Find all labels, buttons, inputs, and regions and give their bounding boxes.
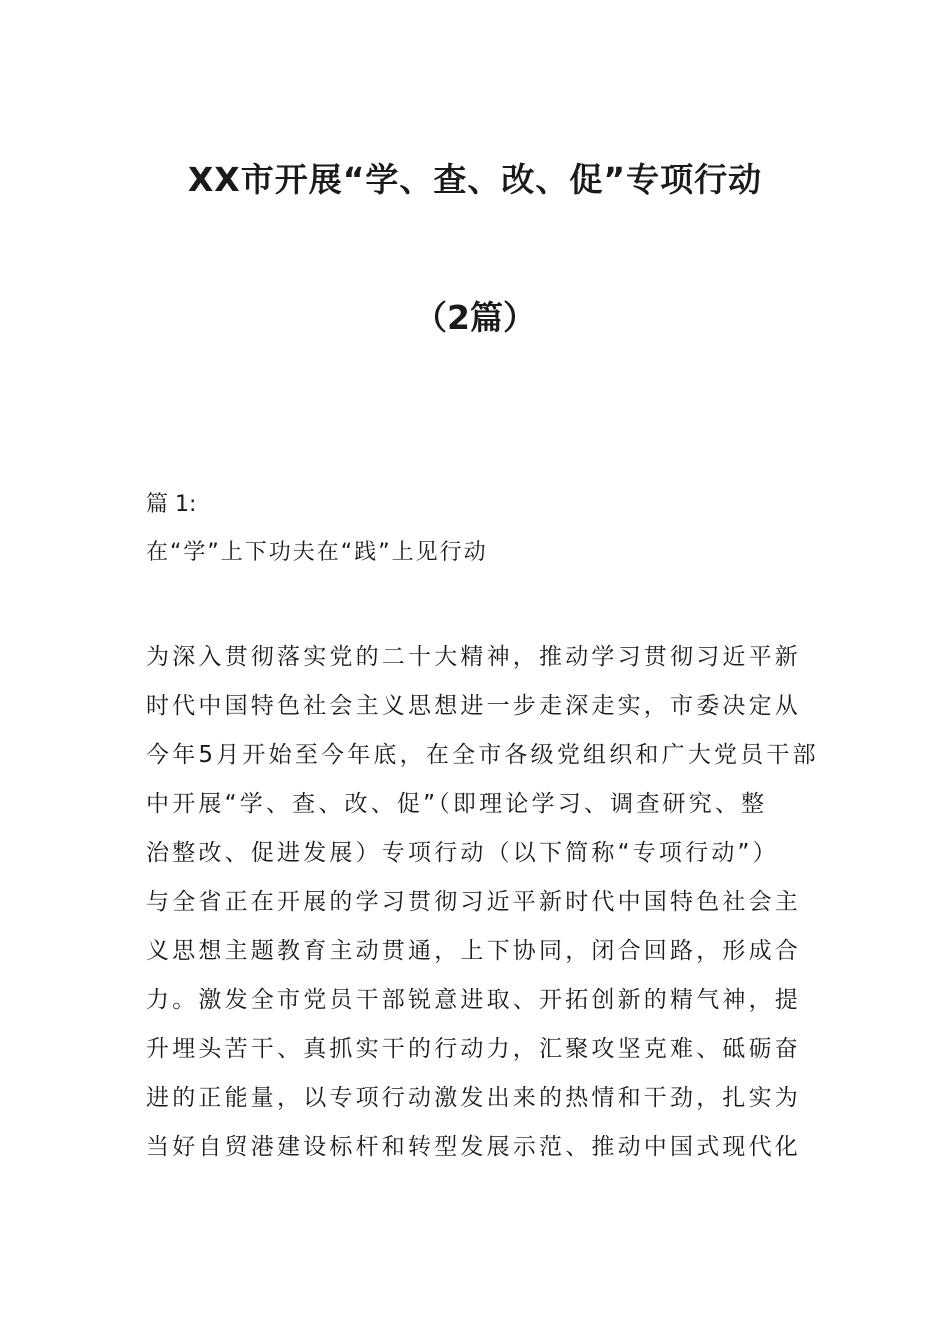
document-title: XX市开展“学、查、改、促”专项行动 xyxy=(187,160,763,199)
body-line: 义思想主题教育主动贯通，上下协同，闭合回路，形成合 xyxy=(146,938,801,964)
section-heading: 在“学”上下功夫在“践”上见行动 xyxy=(146,540,488,565)
body-line: 治整改、促进发展）专项行动（以下简称“专项行动”） xyxy=(146,840,779,866)
body-line: 中开展“学、查、改、促”（即理论学习、调查研究、整 xyxy=(146,791,768,817)
body-line: 今年5月开始至今年底，在全市各级党组织和广大党员干部 xyxy=(146,742,819,768)
body-line: 与全省正在开展的学习贯彻习近平新时代中国特色社会主 xyxy=(146,889,801,915)
document-subtitle: （2篇） xyxy=(414,298,536,337)
body-line: 升埋头苦干、真抓实干的行动力，汇聚攻坚克难、砥砺奋 xyxy=(146,1036,801,1062)
body-line: 进的正能量，以专项行动激发出来的热情和干劲，扎实为 xyxy=(146,1085,801,1111)
body-paragraph xyxy=(146,633,819,1172)
body-line: 时代中国特色社会主义思想进一步走深走实，市委决定从 xyxy=(146,693,801,719)
section-label: 篇 1: xyxy=(146,492,197,517)
body-line: 为深入贯彻落实党的二十大精神，推动学习贯彻习近平新 xyxy=(146,644,801,670)
body-line: 力。激发全市党员干部锐意进取、开拓创新的精气神，提 xyxy=(146,987,801,1013)
body-line: 当好自贸港建设标杆和转型发展示范、推动中国式现代化 xyxy=(146,1134,801,1160)
